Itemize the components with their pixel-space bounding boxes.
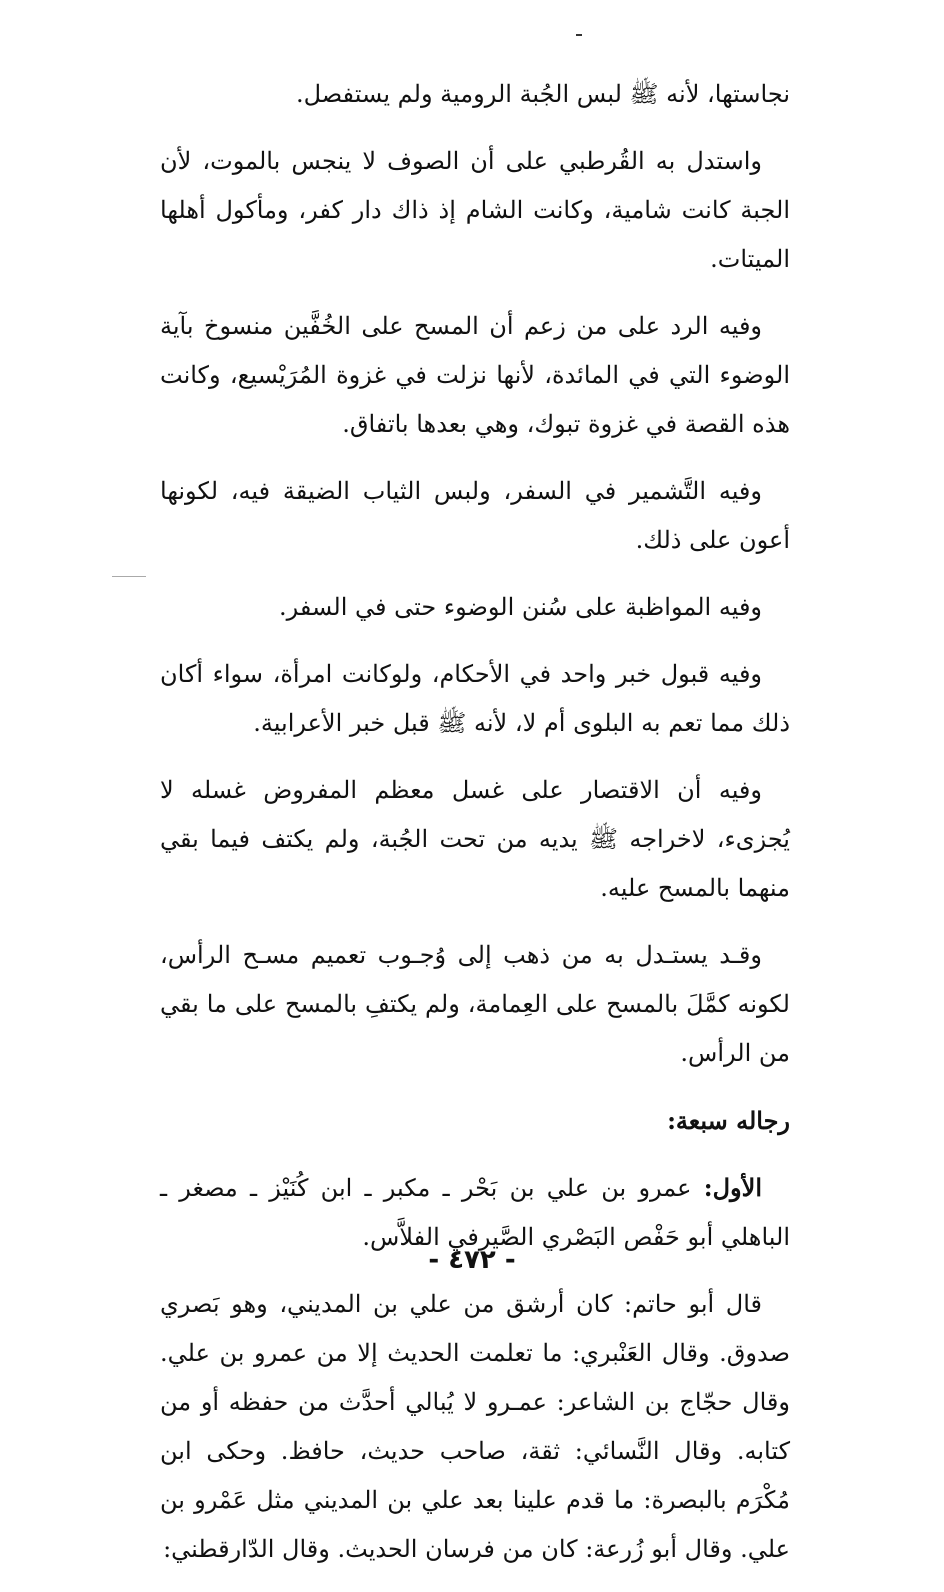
paragraph-5: وفيه المواظبة على سُنن الوضوء حتى في السفر. — [279, 593, 762, 621]
margin-line — [112, 576, 146, 577]
page-number: - ٤٧٢ - — [428, 1245, 516, 1275]
narrator-first-text: عمرو بن علي بن بَحْر ـ مكبر ـ ابن كُنَيْز ـ مصغر ـ الباهلي أبو حَفْص البَصْري الصَّيرفي الفلاَّس. — [160, 1174, 790, 1251]
paragraph-1: نجاستها، لأنه ﷺ لبس الجُبة الرومية ولم يستفصل. — [295, 80, 790, 108]
page-body — [160, 70, 790, 1592]
paragraph-7: وفيه أن الاقتصار على غسل معظم المفروض غسله لا يُجزىء، لاخراجه ﷺ يديه من تحت الجُبة، ولم يكتف فيما بقي منهما بالمسح عليه. — [160, 776, 790, 902]
paragraph-6: وفيه قبول خبر واحد في الأحكام، ولوكانت امرأة، سواء أكان ذلك مما تعم به البلوى أم لا، لأنه ﷺ قبل خبر الأعرابية. — [160, 660, 790, 737]
paragraph-last: قال أبو حاتم: كان أرشق من علي بن المديني، وهو بَصري صدوق. وقال العَنْبري: ما تعلمت الحديث إلا من عمرو بن علي. وقال حجّاج بن الشاعر: عمـرو لا يُبالي أحدَّث من حفظه أو من كتابه. وقال النَّسائي: ثقة، صاحب حديث، حافظ. وحكى ابن مُكْرَم بالبصرة: ما قدم علينا بعد علي بن المديني مثل عَمْرو بن علي. وقال أبو زُرعة: كان من فرسان الحديث. وقال الدّارقطني: — [160, 1290, 790, 1563]
paragraph-4: وفيه التَّشمير في السفر، ولبس الثياب الضيقة فيه، لكونها أعون على ذلك. — [160, 477, 790, 554]
paragraph-8: وقـد يستـدل به من ذهب إلى وُجـوب تعميم مسـح الرأس، لكونه كمَّلَ بالمسح على العِمامة، ولم يكتفِ بالمسح على ما بقي من الرأس. — [160, 941, 790, 1067]
top-mark — [576, 34, 582, 36]
section-heading: رجاله سبعة: — [667, 1106, 790, 1135]
paragraph-3: وفيه الرد على من زعم أن المسح على الخُفَّين منسوخ بآية الوضوء التي في المائدة، لأنها نزلت في غزوة المُرَيْسيع، وكانت هذه القصة في غزوة تبوك، وهي بعدها باتفاق. — [160, 312, 790, 438]
paragraph-2: واستدل به القُرطبي على أن الصوف لا ينجس بالموت، لأن الجبة كانت شامية، وكانت الشام إذ ذاك دار كفر، ومأكول أهلها الميتات. — [160, 147, 790, 273]
narrator-first-label: الأول: — [703, 1173, 762, 1202]
